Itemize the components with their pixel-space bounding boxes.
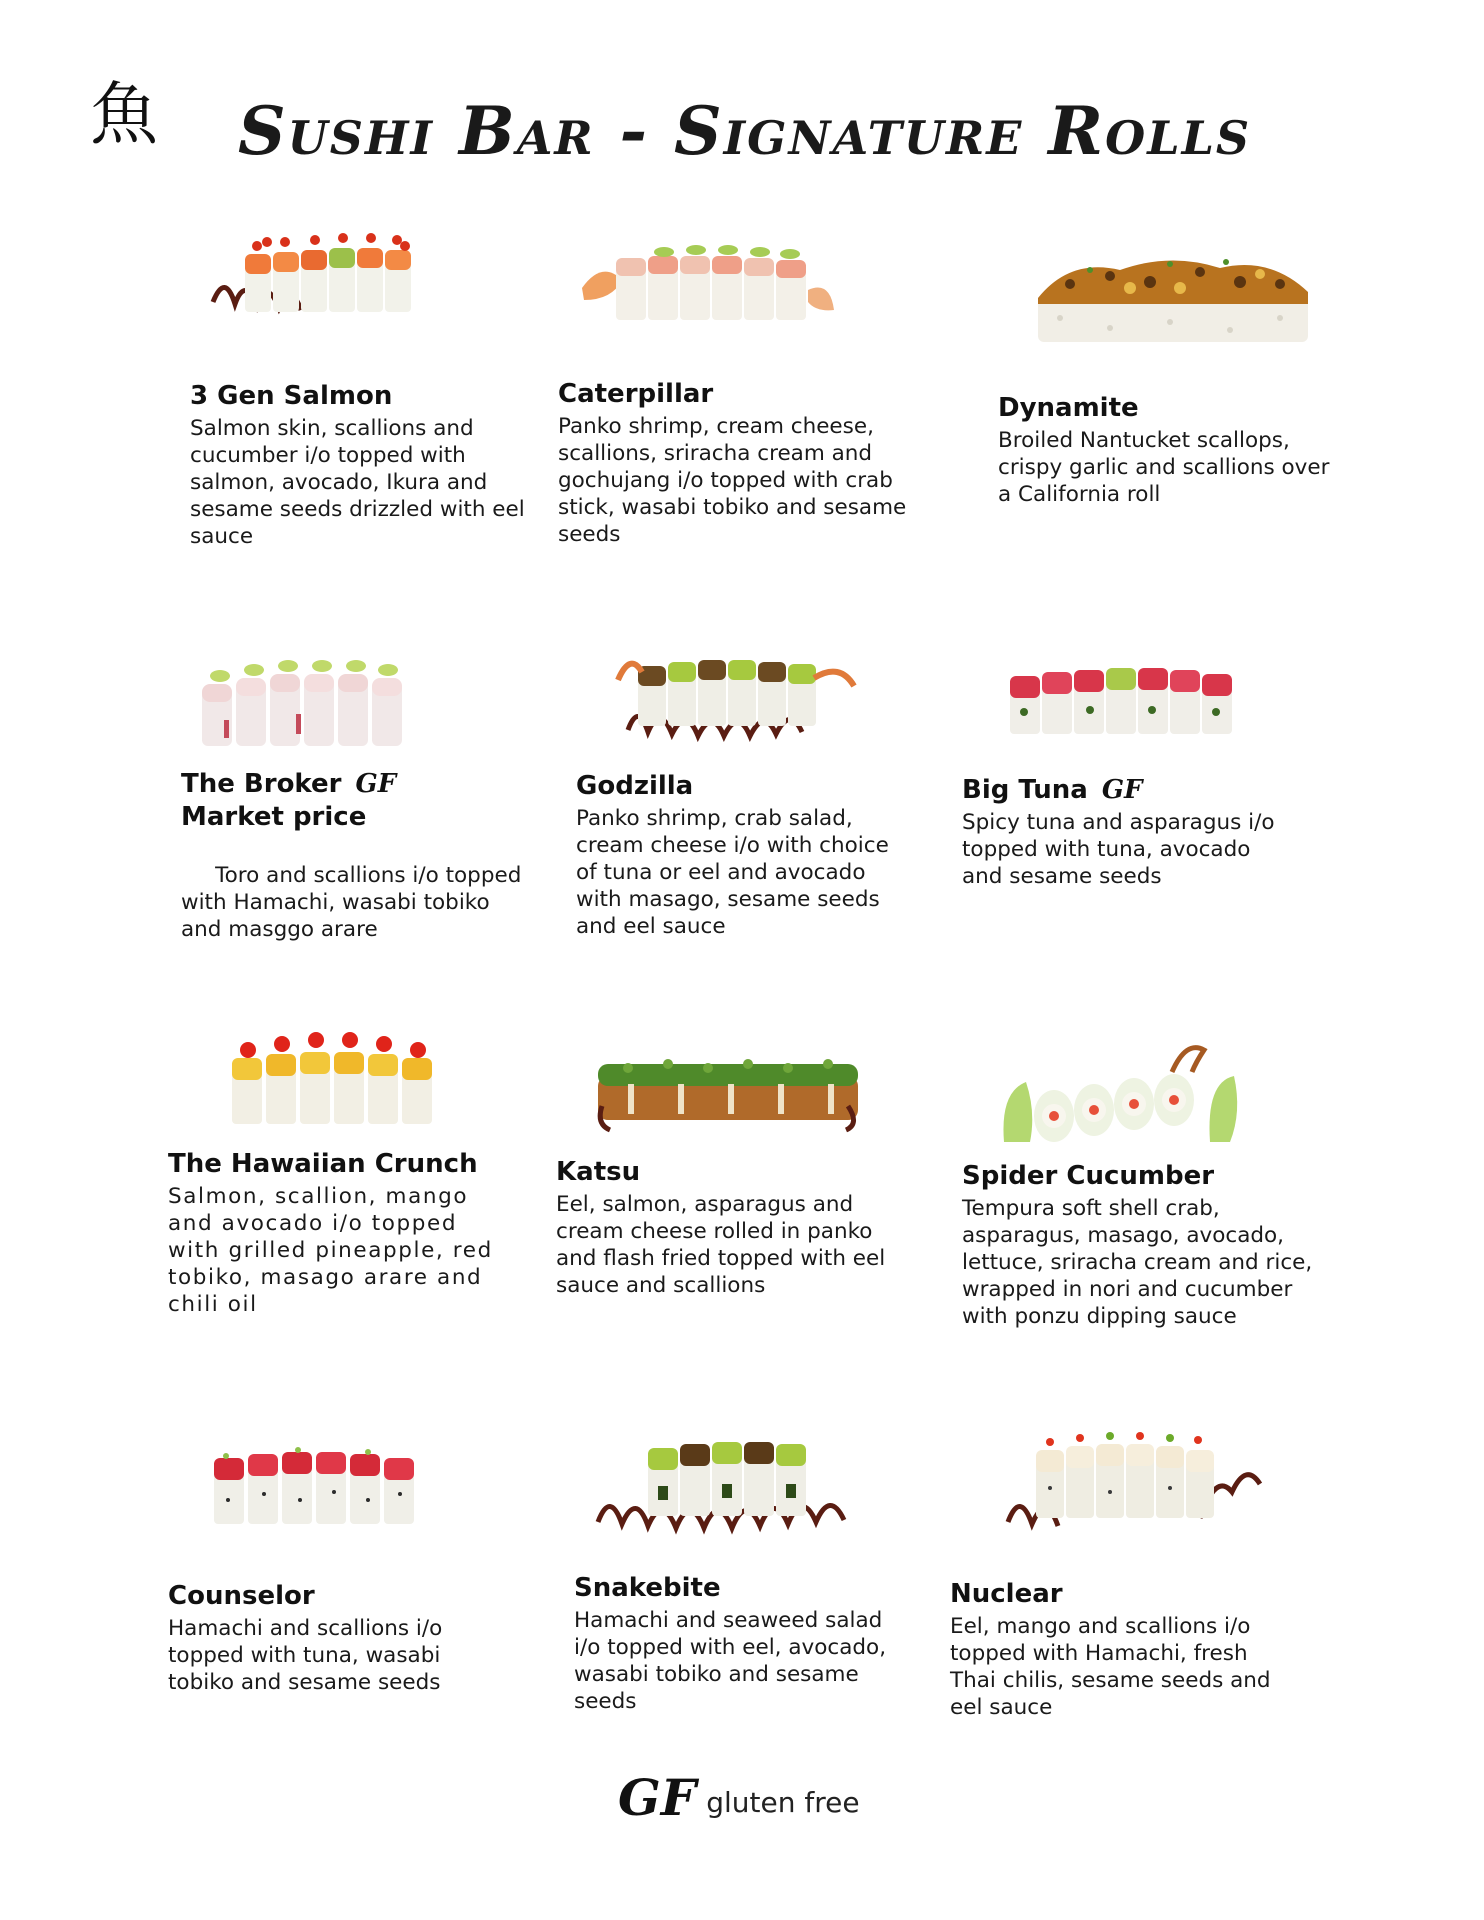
- menu-item-nuclear: [950, 1578, 1310, 1721]
- item-description: Hamachi and seaweed salad i/o topped with eel, avocado, wasabi tobiko and sesame seeds: [574, 1607, 887, 1714]
- counselor-roll-image: [208, 1428, 428, 1532]
- item-name: Big Tuna: [962, 775, 1088, 805]
- nuclear-roll-image: [1000, 1422, 1270, 1538]
- item-description: Tempura soft shell crab, asparagus, masago, avocado, lettuce, sriracha cream and rice, wrapped in nori and cucumber with ponzu dipping sauce: [962, 1195, 1313, 1329]
- godzilla-roll-image: [608, 642, 868, 746]
- menu-item-3-gen-salmon: [190, 380, 530, 550]
- fish-kanji-glyph: 魚: [90, 76, 159, 155]
- item-name: The Broker: [181, 769, 342, 799]
- 3-gen-salmon-roll-image: [205, 232, 445, 328]
- spider-cucumber-roll-image: [996, 1032, 1242, 1148]
- page-title: Sushi Bar - Signature Rolls: [238, 92, 1252, 170]
- item-price: Market price: [181, 801, 367, 832]
- menu-item-dynamite: [998, 392, 1338, 508]
- menu-item-the-hawaiian-crunch: [168, 1148, 528, 1318]
- item-name: Godzilla: [576, 771, 694, 801]
- snakebite-roll-image: [588, 1426, 874, 1540]
- gluten-free-badge: GF: [355, 769, 397, 800]
- menu-item-caterpillar: [558, 378, 918, 548]
- item-name: Nuclear: [950, 1579, 1063, 1609]
- item-description: Salmon skin, scallions and cucumber i/o topped with salmon, avocado, Ikura and sesame seeds drizzled with eel sauce: [190, 415, 525, 549]
- caterpillar-roll-image: [572, 240, 842, 332]
- item-description: Broiled Nantucket scallops, crispy garlic and scallions over a California roll: [998, 427, 1330, 507]
- item-name: Katsu: [556, 1157, 641, 1187]
- gluten-free-label: gluten free: [706, 1786, 860, 1819]
- item-description: Spicy tuna and asparagus i/o topped with tuna, avocado and sesame seeds: [962, 809, 1275, 889]
- item-name: Spider Cucumber: [962, 1161, 1215, 1191]
- gluten-free-badge: GF: [618, 1768, 697, 1827]
- item-name: 3 Gen Salmon: [190, 381, 393, 411]
- gluten-free-legend: [618, 1768, 860, 1827]
- item-name: Snakebite: [574, 1573, 721, 1603]
- item-name: Counselor: [168, 1581, 315, 1611]
- item-description: Panko shrimp, cream cheese, scallions, sriracha cream and gochujang i/o topped with crab stick, wasabi tobiko and sesame seeds: [558, 413, 907, 547]
- item-name: The Hawaiian Crunch: [168, 1149, 478, 1179]
- big-tuna-roll-image: [1002, 654, 1242, 740]
- item-description: Eel, salmon, asparagus and cream cheese rolled in panko and flash fried topped with eel sauce and scallions: [556, 1191, 886, 1298]
- item-description: Toro and scallions i/o topped with Hamachi, wasabi tobiko and masggo arare: [181, 863, 522, 943]
- menu-item-snakebite: [574, 1572, 934, 1715]
- menu-item-godzilla: [576, 770, 916, 940]
- gluten-free-badge: GF: [1101, 775, 1143, 806]
- dynamite-roll-image: [1030, 248, 1316, 348]
- item-name: Dynamite: [998, 393, 1139, 423]
- menu-item-big-tuna: [962, 774, 1302, 890]
- item-description: Salmon, scallion, mango and avocado i/o topped with grilled pineapple, red tobiko, masago arare and chili oil: [168, 1183, 493, 1317]
- the-broker-roll-image: [196, 650, 410, 758]
- item-description: Eel, mango and scallions i/o topped with Hamachi, fresh Thai chilis, sesame seeds and eel sauce: [950, 1613, 1271, 1720]
- menu-item-katsu: [556, 1156, 916, 1299]
- menu-item-counselor: [168, 1580, 508, 1696]
- menu-item-the-broker: [181, 768, 521, 970]
- item-name: Caterpillar: [558, 379, 714, 409]
- katsu-roll-image: [588, 1050, 868, 1136]
- menu-item-spider-cucumber: [962, 1160, 1342, 1330]
- item-description: Hamachi and scallions i/o topped with tuna, wasabi tobiko and sesame seeds: [168, 1615, 443, 1695]
- item-description: Panko shrimp, crab salad, cream cheese i/o with choice of tuna or eel and avocado with masago, sesame seeds and eel sauce: [576, 805, 889, 939]
- the-hawaiian-crunch-roll-image: [226, 1028, 442, 1132]
